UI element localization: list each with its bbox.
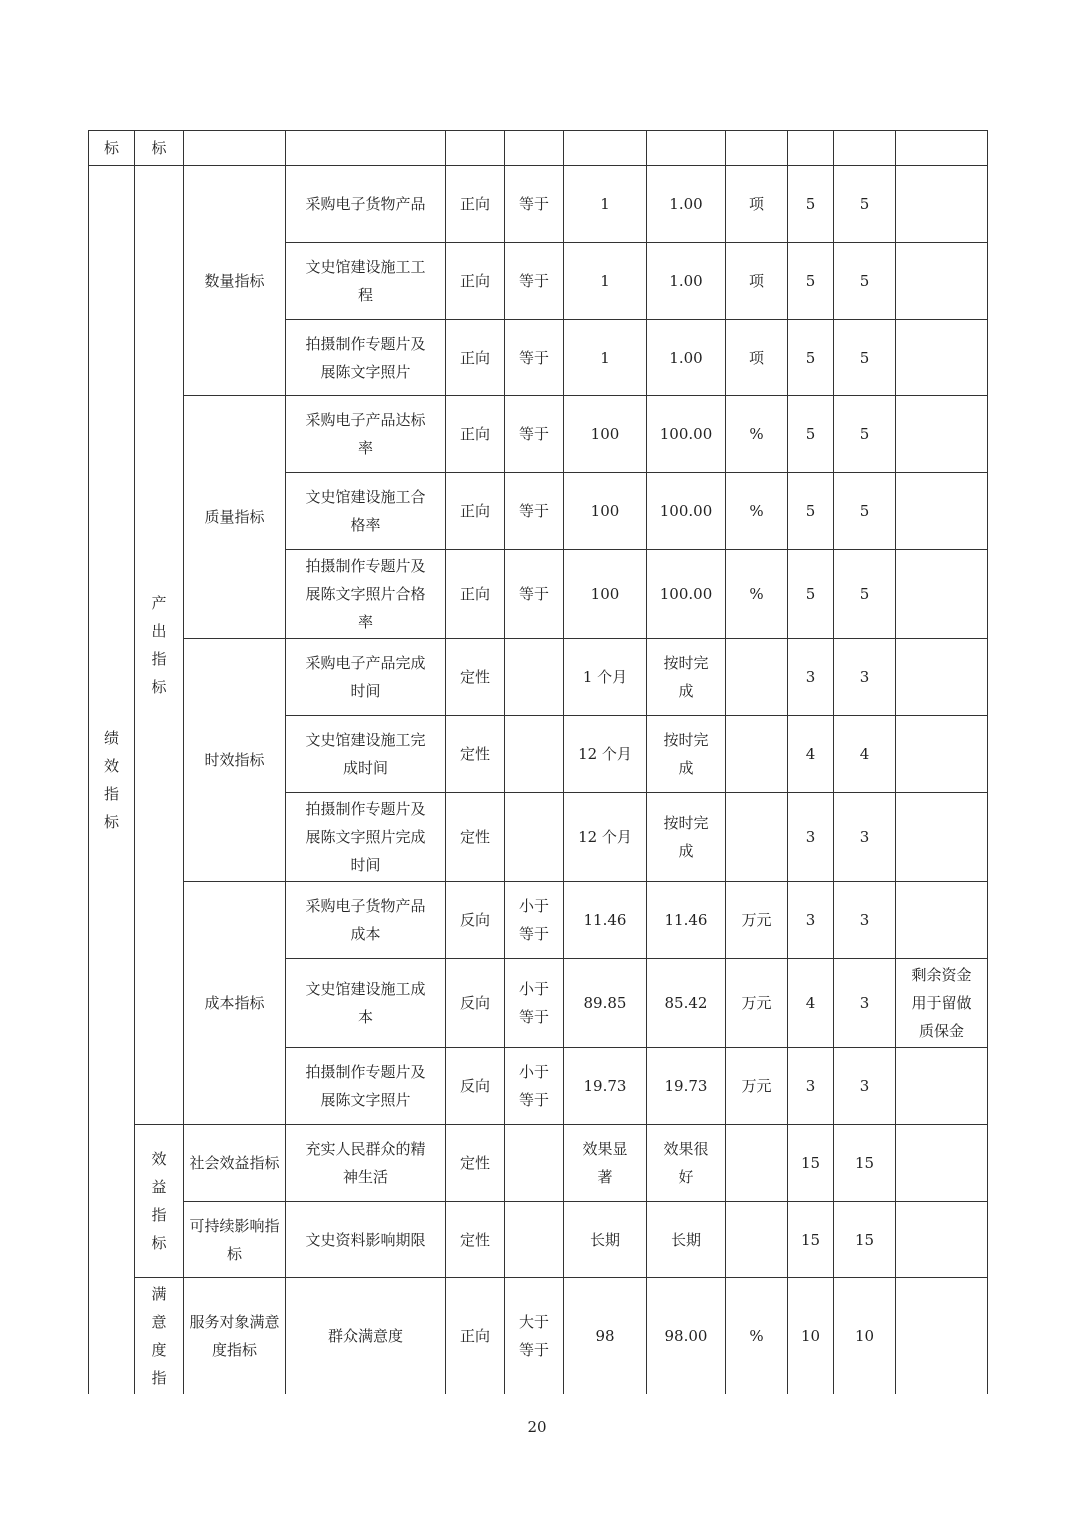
weight-cell: 15 <box>788 1202 834 1278</box>
operator-cell: 小于等于 <box>505 1048 564 1125</box>
operator-cell <box>505 1125 564 1202</box>
operator-cell: 等于 <box>505 243 564 320</box>
indicator-name-cell: 文史馆建设施工合格率 <box>286 473 446 550</box>
unit-cell: 项 <box>726 320 788 396</box>
weight-cell: 4 <box>788 716 834 793</box>
weight-cell: 5 <box>788 550 834 639</box>
operator-cell: 等于 <box>505 320 564 396</box>
target-value-cell: 效果显著 <box>564 1125 647 1202</box>
nature-cell: 正向 <box>446 396 505 473</box>
weight-cell: 5 <box>788 396 834 473</box>
indicator-name-cell: 文史馆建设施工成本 <box>286 959 446 1048</box>
note-cell <box>896 639 988 716</box>
note-cell: 剩余资金用于留做质保金 <box>896 959 988 1048</box>
table-row <box>89 131 988 166</box>
operator-cell: 等于 <box>505 473 564 550</box>
nature-cell: 反向 <box>446 959 505 1048</box>
indicator-name-cell: 文史馆建设施工完成时间 <box>286 716 446 793</box>
weight-cell: 15 <box>788 1125 834 1202</box>
unit-cell: 万元 <box>726 959 788 1048</box>
category-cost-cell: 成本指标 <box>184 882 286 1125</box>
target-value-cell: 100 <box>564 473 647 550</box>
operator-cell: 小于等于 <box>505 882 564 959</box>
table-row <box>89 639 988 716</box>
level1-cell <box>89 166 135 1395</box>
table-cell <box>788 131 834 166</box>
unit-cell: % <box>726 550 788 639</box>
operator-cell <box>505 1202 564 1278</box>
score-cell: 5 <box>834 166 896 243</box>
nature-cell: 反向 <box>446 882 505 959</box>
level2-satisfaction-cell <box>135 1278 184 1395</box>
indicator-name-cell: 拍摄制作专题片及展陈文字照片 <box>286 320 446 396</box>
target-value-cell: 1 <box>564 243 647 320</box>
weight-cell: 10 <box>788 1278 834 1395</box>
table-row <box>89 882 988 959</box>
category-sustainable-cell: 可持续影响指标 <box>184 1202 286 1278</box>
operator-cell <box>505 793 564 882</box>
score-cell: 3 <box>834 882 896 959</box>
actual-value-cell: 19.73 <box>647 1048 726 1125</box>
note-cell <box>896 1202 988 1278</box>
indicator-name-cell: 文史馆建设施工工程 <box>286 243 446 320</box>
category-quantity-cell: 数量指标 <box>184 166 286 396</box>
target-value-cell: 98 <box>564 1278 647 1395</box>
score-cell: 10 <box>834 1278 896 1395</box>
note-cell <box>896 243 988 320</box>
weight-cell: 3 <box>788 793 834 882</box>
category-quality-cell: 质量指标 <box>184 396 286 639</box>
actual-value-cell: 85.42 <box>647 959 726 1048</box>
unit-cell <box>726 639 788 716</box>
score-cell: 5 <box>834 550 896 639</box>
score-cell: 3 <box>834 639 896 716</box>
table-row <box>89 396 988 473</box>
score-cell: 5 <box>834 396 896 473</box>
nature-cell: 定性 <box>446 793 505 882</box>
table-cell <box>726 131 788 166</box>
nature-cell: 正向 <box>446 320 505 396</box>
actual-value-cell: 按时完成 <box>647 716 726 793</box>
indicator-name-cell: 群众满意度 <box>286 1278 446 1395</box>
unit-cell: 项 <box>726 243 788 320</box>
nature-cell: 定性 <box>446 1125 505 1202</box>
weight-cell: 3 <box>788 639 834 716</box>
score-cell: 5 <box>834 243 896 320</box>
operator-cell: 等于 <box>505 396 564 473</box>
weight-cell: 5 <box>788 320 834 396</box>
actual-value-cell: 1.00 <box>647 243 726 320</box>
page-number: 20 <box>527 1418 547 1436</box>
table-cell <box>647 131 726 166</box>
note-cell <box>896 473 988 550</box>
indicator-name-cell: 采购电子货物产品 <box>286 166 446 243</box>
operator-cell: 大于等于 <box>505 1278 564 1395</box>
level2-benefit-cell <box>135 1125 184 1278</box>
score-cell: 5 <box>834 473 896 550</box>
note-cell <box>896 1278 988 1395</box>
unit-cell: % <box>726 396 788 473</box>
nature-cell: 定性 <box>446 1202 505 1278</box>
actual-value-cell: 100.00 <box>647 473 726 550</box>
table-cell <box>446 131 505 166</box>
weight-cell: 3 <box>788 882 834 959</box>
target-value-cell: 1 个月 <box>564 639 647 716</box>
target-value-cell: 12 个月 <box>564 716 647 793</box>
table-row <box>89 1278 988 1395</box>
weight-cell: 5 <box>788 243 834 320</box>
table-body <box>89 131 988 1395</box>
category-social-cell: 社会效益指标 <box>184 1125 286 1202</box>
level1-label: 绩效指标 <box>103 729 119 831</box>
target-value-cell: 11.46 <box>564 882 647 959</box>
table-cell <box>834 131 896 166</box>
operator-cell <box>505 716 564 793</box>
note-cell <box>896 882 988 959</box>
target-value-cell: 19.73 <box>564 1048 647 1125</box>
weight-cell: 4 <box>788 959 834 1048</box>
table-cell <box>896 131 988 166</box>
nature-cell: 反向 <box>446 1048 505 1125</box>
weight-cell: 5 <box>788 473 834 550</box>
indicator-name-cell: 拍摄制作专题片及展陈文字照片 <box>286 1048 446 1125</box>
nature-cell: 正向 <box>446 473 505 550</box>
actual-value-cell: 按时完成 <box>647 639 726 716</box>
weight-cell: 3 <box>788 1048 834 1125</box>
actual-value-cell: 效果很好 <box>647 1125 726 1202</box>
unit-cell <box>726 793 788 882</box>
actual-value-cell: 按时完成 <box>647 793 726 882</box>
score-cell: 4 <box>834 716 896 793</box>
nature-cell: 正向 <box>446 550 505 639</box>
note-cell <box>896 1125 988 1202</box>
unit-cell: 项 <box>726 166 788 243</box>
score-cell: 15 <box>834 1125 896 1202</box>
operator-cell: 等于 <box>505 550 564 639</box>
nature-cell: 定性 <box>446 716 505 793</box>
performance-table <box>88 130 988 1394</box>
level2-satisfaction-label: 满意度指 <box>151 1285 167 1387</box>
table-row <box>89 1202 988 1278</box>
actual-value-cell: 1.00 <box>647 320 726 396</box>
table-cell <box>564 131 647 166</box>
unit-cell: % <box>726 1278 788 1395</box>
unit-cell: % <box>726 473 788 550</box>
category-service-cell: 服务对象满意度指标 <box>184 1278 286 1395</box>
unit-cell: 万元 <box>726 882 788 959</box>
unit-cell: 万元 <box>726 1048 788 1125</box>
indicator-name-cell: 文史资料影响期限 <box>286 1202 446 1278</box>
score-cell: 3 <box>834 793 896 882</box>
indicator-name-cell: 采购电子产品完成时间 <box>286 639 446 716</box>
note-cell <box>896 320 988 396</box>
unit-cell <box>726 1125 788 1202</box>
indicator-name-cell: 拍摄制作专题片及展陈文字照片完成时间 <box>286 793 446 882</box>
note-cell <box>896 1048 988 1125</box>
table-cell <box>286 131 446 166</box>
score-cell: 3 <box>834 959 896 1048</box>
table-row <box>89 166 988 243</box>
target-value-cell: 长期 <box>564 1202 647 1278</box>
target-value-cell: 100 <box>564 396 647 473</box>
table-cell <box>184 131 286 166</box>
nature-cell: 定性 <box>446 639 505 716</box>
nature-cell: 正向 <box>446 166 505 243</box>
indicator-name-cell: 采购电子货物产品成本 <box>286 882 446 959</box>
target-value-cell: 1 <box>564 166 647 243</box>
actual-value-cell: 100.00 <box>647 396 726 473</box>
header-cell-level1: 标 <box>89 131 135 166</box>
actual-value-cell: 98.00 <box>647 1278 726 1395</box>
target-value-cell: 1 <box>564 320 647 396</box>
category-timeliness-cell: 时效指标 <box>184 639 286 882</box>
indicator-name-cell: 采购电子产品达标率 <box>286 396 446 473</box>
target-value-cell: 100 <box>564 550 647 639</box>
note-cell <box>896 396 988 473</box>
score-cell: 3 <box>834 1048 896 1125</box>
nature-cell: 正向 <box>446 1278 505 1395</box>
unit-cell <box>726 716 788 793</box>
actual-value-cell: 11.46 <box>647 882 726 959</box>
actual-value-cell: 长期 <box>647 1202 726 1278</box>
table-row <box>89 1125 988 1202</box>
operator-cell: 等于 <box>505 166 564 243</box>
actual-value-cell: 1.00 <box>647 166 726 243</box>
operator-cell: 小于等于 <box>505 959 564 1048</box>
score-cell: 15 <box>834 1202 896 1278</box>
nature-cell: 正向 <box>446 243 505 320</box>
note-cell <box>896 550 988 639</box>
table-cell <box>505 131 564 166</box>
score-cell: 5 <box>834 320 896 396</box>
indicator-name-cell: 充实人民群众的精神生活 <box>286 1125 446 1202</box>
level2-benefit-label: 效益指标 <box>151 1150 167 1252</box>
unit-cell <box>726 1202 788 1278</box>
header-cell-level2: 标 <box>135 131 184 166</box>
weight-cell: 5 <box>788 166 834 243</box>
target-value-cell: 89.85 <box>564 959 647 1048</box>
note-cell <box>896 793 988 882</box>
operator-cell <box>505 639 564 716</box>
note-cell <box>896 166 988 243</box>
actual-value-cell: 100.00 <box>647 550 726 639</box>
target-value-cell: 12 个月 <box>564 793 647 882</box>
indicator-name-cell: 拍摄制作专题片及展陈文字照片合格率 <box>286 550 446 639</box>
level2-output-cell <box>135 166 184 1125</box>
level2-output-label: 产出指标 <box>151 594 167 696</box>
note-cell <box>896 716 988 793</box>
